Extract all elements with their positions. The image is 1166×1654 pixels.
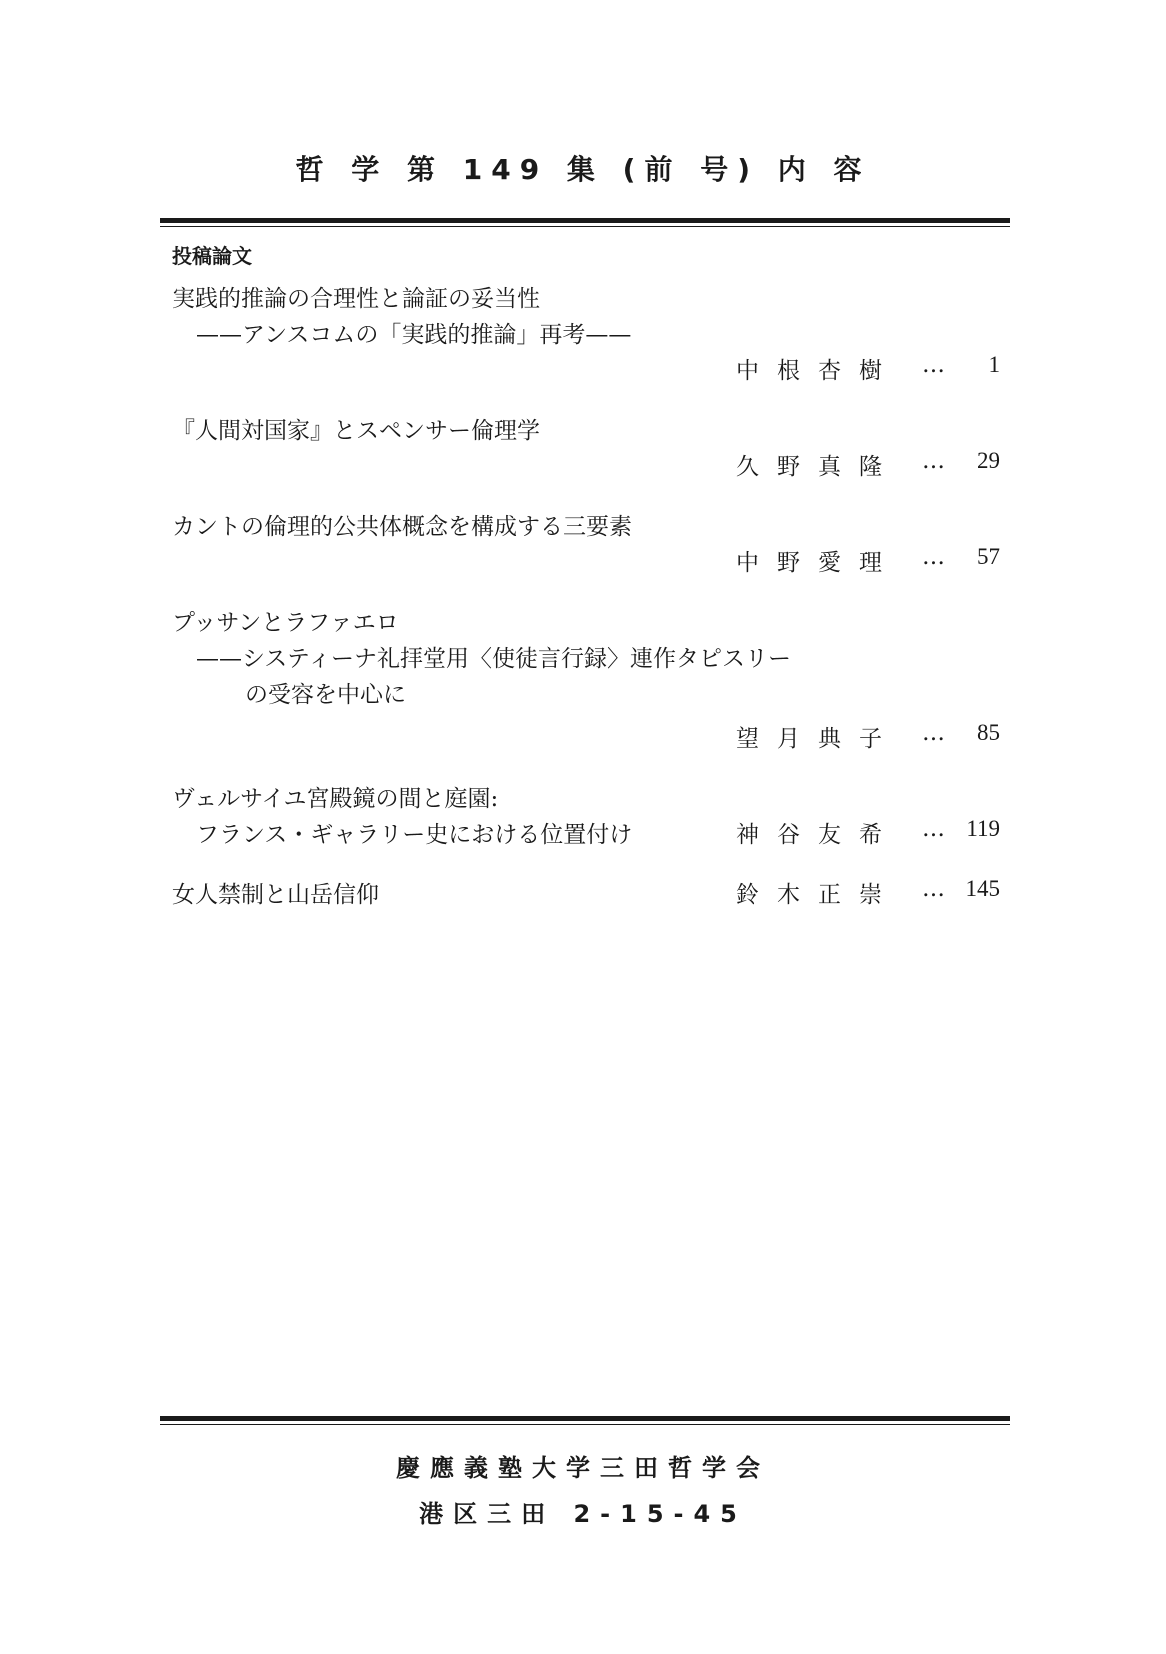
article-page: 85 <box>977 720 1000 745</box>
article-page: 145 <box>965 876 1000 901</box>
article-page: 1 <box>988 352 1000 377</box>
leader-dots: … <box>922 816 945 842</box>
article-subtitle: ——システィーナ礼拝堂用〈使徒言行録〉連作タピスリー <box>196 646 792 672</box>
article-page: 57 <box>977 544 1000 569</box>
article-subtitle-cont: の受容を中心に <box>245 682 406 708</box>
article-author: 鈴木正崇 <box>736 882 900 908</box>
leader-dots: … <box>922 448 945 474</box>
article-title: 実践的推論の合理性と論証の妥当性 <box>172 286 540 312</box>
leader-dots: … <box>922 544 945 570</box>
publisher-name: 慶應義塾大学三田哲学会 <box>396 1454 770 1482</box>
article-title: カントの倫理的公共体概念を構成する三要素 <box>172 514 632 540</box>
article-title: 女人禁制と山岳信仰 <box>172 882 379 908</box>
leader-dots: … <box>922 876 945 902</box>
page-title: 哲 学 第 149 集 (前 号) 内 容 <box>295 153 871 186</box>
article-author: 中野愛理 <box>736 550 900 576</box>
bottom-rule <box>160 1416 1010 1425</box>
article-title: プッサンとラファエロ <box>172 610 399 636</box>
article-author: 中根杏樹 <box>736 358 900 384</box>
leader-dots: … <box>922 352 945 378</box>
article-title: ヴェルサイユ宮殿鏡の間と庭園: <box>172 786 499 812</box>
top-rule <box>160 218 1010 227</box>
leader-dots: … <box>922 720 945 746</box>
article-subtitle: フランス・ギャラリー史における位置付け <box>196 822 633 848</box>
article-page: 119 <box>966 816 1000 841</box>
article-title: 『人間対国家』とスペンサー倫理学 <box>172 418 540 444</box>
article-author: 久野真隆 <box>736 454 900 480</box>
publisher-address: 港区三田 2-15-45 <box>419 1500 747 1528</box>
section-heading: 投稿論文 <box>172 244 252 268</box>
article-page: 29 <box>977 448 1000 473</box>
article-subtitle: ——アンスコムの「実践的推論」再考—— <box>196 322 632 348</box>
article-author: 神谷友希 <box>736 822 900 848</box>
article-author: 望月典子 <box>736 726 900 752</box>
